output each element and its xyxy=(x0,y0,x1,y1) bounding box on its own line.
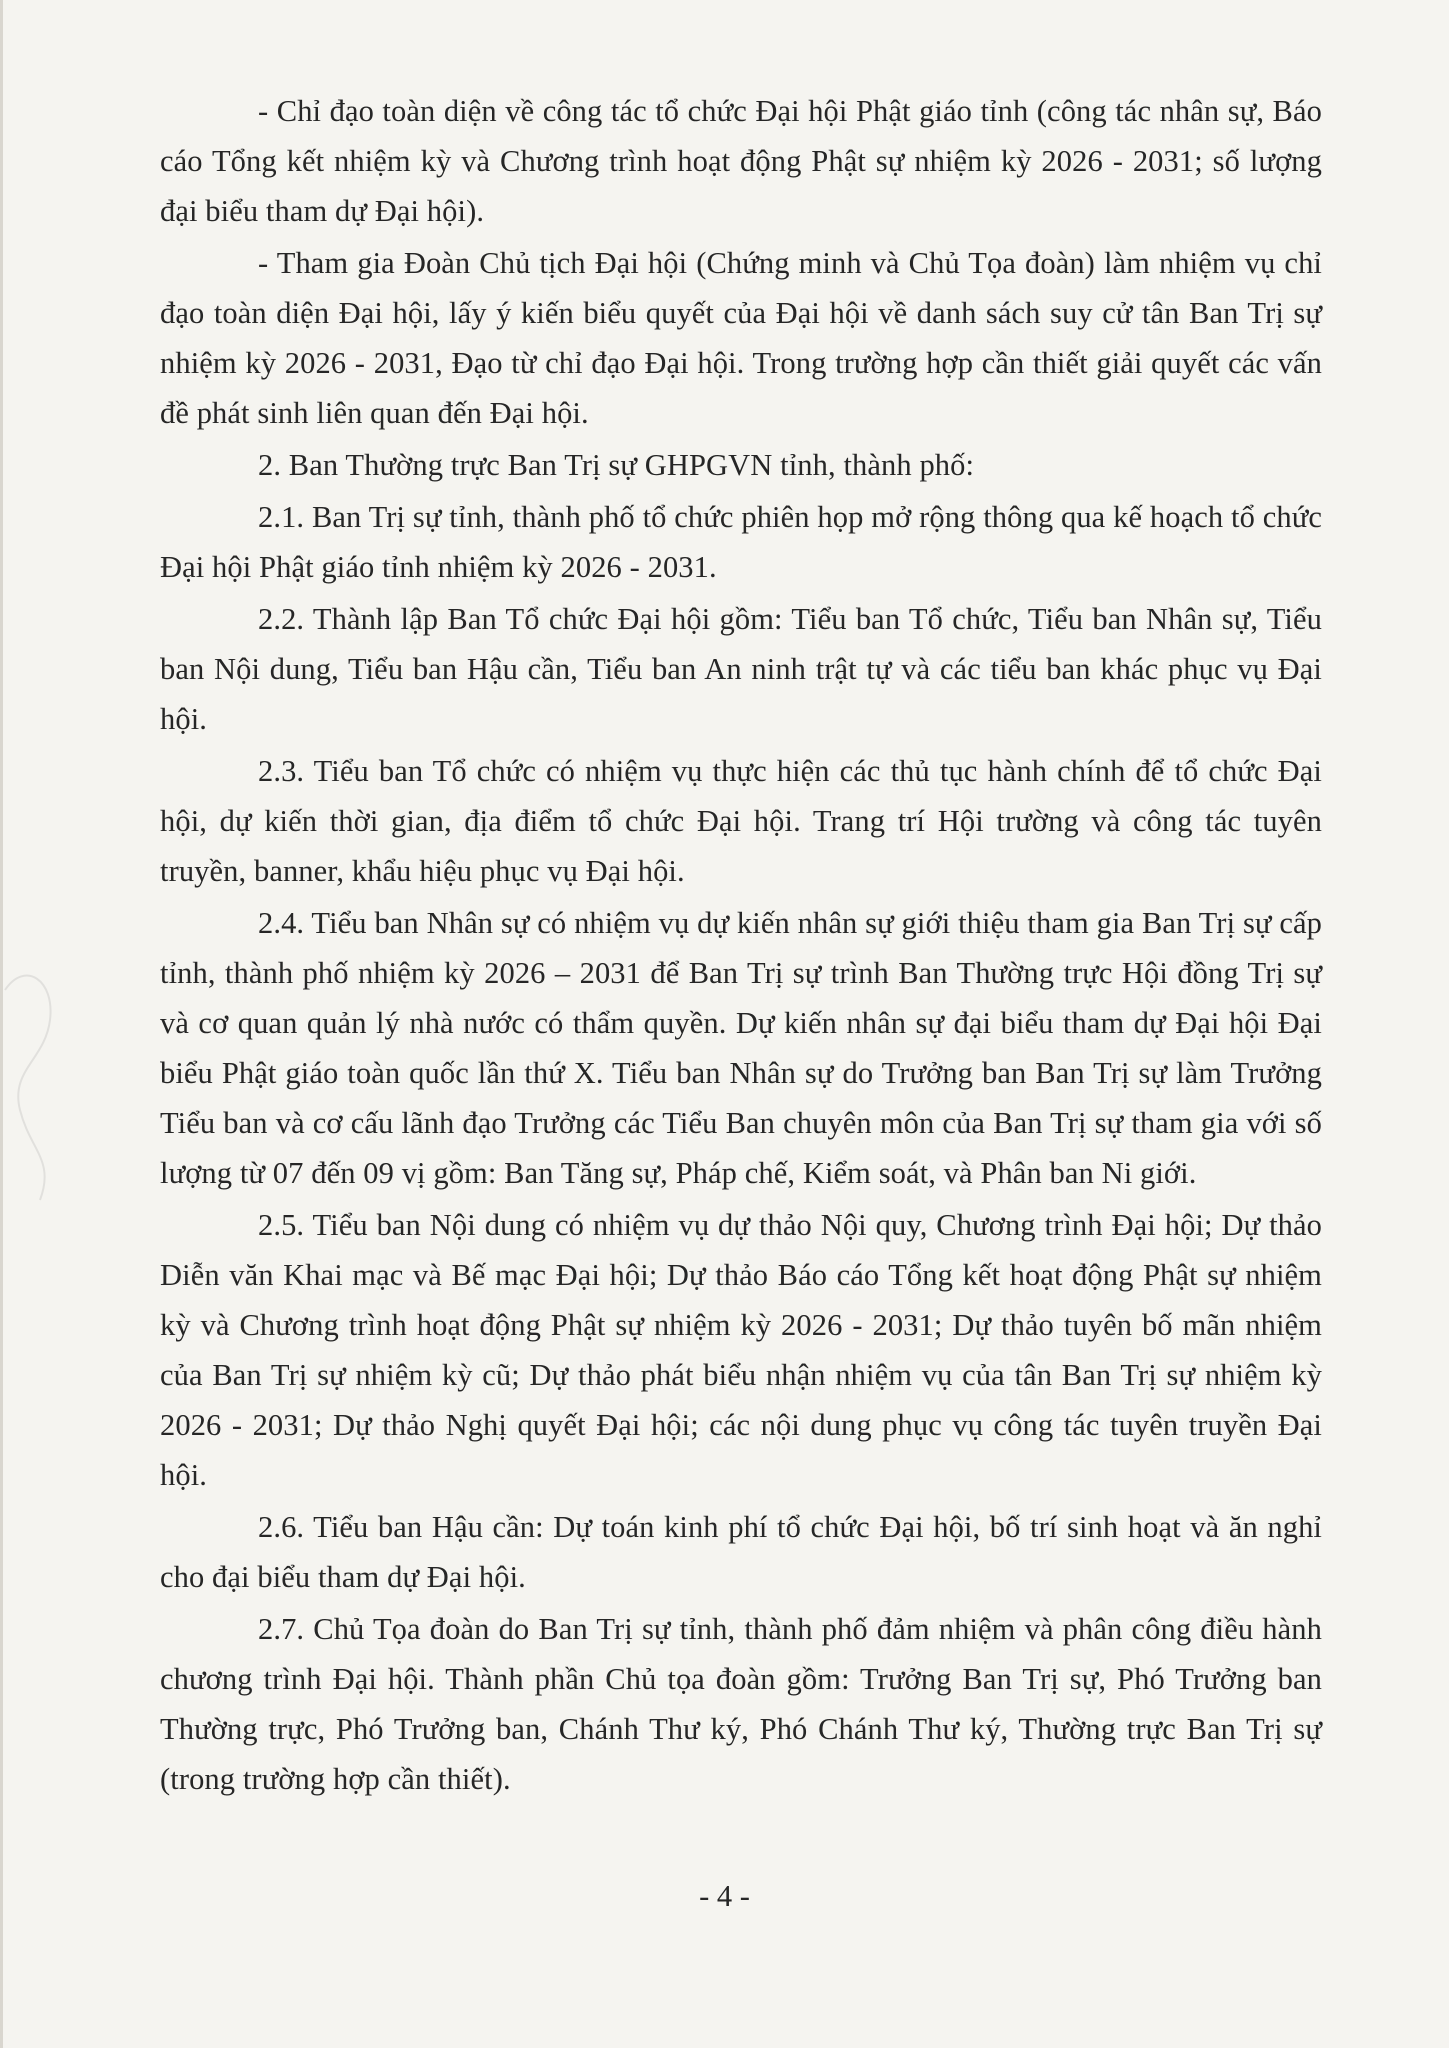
paragraph-2-1: 2.1. Ban Trị sự tỉnh, thành phố tổ chức phiên họp mở rộng thông qua kế hoạch tổ chức Đại hội Phật giáo tỉnh nhiệm kỳ 2026 - 2031. xyxy=(160,500,1322,584)
bleed-through-mark xyxy=(0,950,60,1210)
paragraph-2-5: 2.5. Tiểu ban Nội dung có nhiệm vụ dự thảo Nội quy, Chương trình Đại hội; Dự thảo Diễn văn Khai mạc và Bế mạc Đại hội; Dự thảo Báo cáo Tổng kết hoạt động Phật sự nhiệm kỳ và Chương trình hoạt động Phật sự nhiệm kỳ 2026 - 2031; Dự thảo tuyên bố mãn nhiệm của Ban Trị sự nhiệm kỳ cũ; Dự thảo phát biểu nhận nhiệm vụ của tân Ban Trị sự nhiệm kỳ 2026 - 2031; Dự thảo Nghị quyết Đại hội; các nội dung phục vụ công tác tuyên truyền Đại hội. xyxy=(160,1208,1322,1492)
paragraph-2-3: 2.3. Tiểu ban Tổ chức có nhiệm vụ thực hiện các thủ tục hành chính để tổ chức Đại hội, dự kiến thời gian, địa điểm tổ chức Đại hội. Trang trí Hội trường và công tác tuyên truyền, banner, khẩu hiệu phục vụ Đại hội. xyxy=(160,754,1322,888)
paragraph-2-2: 2.2. Thành lập Ban Tổ chức Đại hội gồm: Tiểu ban Tổ chức, Tiểu ban Nhân sự, Tiểu ban Nội dung, Tiểu ban Hậu cần, Tiểu ban An ninh trật tự và các tiểu ban khác phục vụ Đại hội. xyxy=(160,602,1322,736)
paragraph-2-7: 2.7. Chủ Tọa đoàn do Ban Trị sự tỉnh, thành phố đảm nhiệm và phân công điều hành chương trình Đại hội. Thành phần Chủ tọa đoàn gồm: Trưởng Ban Trị sự, Phó Trưởng ban Thường trực, Phó Trưởng ban, Chánh Thư ký, Phó Chánh Thư ký, Thường trực Ban Trị sự (trong trường hợp cần thiết). xyxy=(160,1612,1322,1796)
paragraph-2-4: 2.4. Tiểu ban Nhân sự có nhiệm vụ dự kiến nhân sự giới thiệu tham gia Ban Trị sự cấp tỉnh, thành phố nhiệm kỳ 2026 – 2031 để Ban Trị sự trình Ban Thường trực Hội đồng Trị sự và cơ quan quản lý nhà nước có thẩm quyền. Dự kiến nhân sự đại biểu tham dự Đại hội Đại biểu Phật giáo toàn quốc lần thứ X. Tiểu ban Nhân sự do Trưởng ban Ban Trị sự làm Trưởng Tiểu ban và cơ cấu lãnh đạo Trưởng các Tiểu Ban chuyên môn của Ban Trị sự tham gia với số lượng từ 07 đến 09 vị gồm: Ban Tăng sự, Pháp chế, Kiểm soát, và Phân ban Ni giới. xyxy=(160,906,1322,1190)
paragraph-presidium: - Tham gia Đoàn Chủ tịch Đại hội (Chứng minh và Chủ Tọa đoàn) làm nhiệm vụ chỉ đạo toàn diện Đại hội, lấy ý kiến biểu quyết của Đại hội về danh sách suy cử tân Ban Trị sự nhiệm kỳ 2026 - 2031, Đạo từ chỉ đạo Đại hội. Trong trường hợp cần thiết giải quyết các vấn đề phát sinh liên quan đến Đại hội. xyxy=(160,246,1322,430)
paragraph-directive: - Chỉ đạo toàn diện về công tác tổ chức Đại hội Phật giáo tỉnh (công tác nhân sự, Báo cáo Tổng kết nhiệm kỳ và Chương trình hoạt động Phật sự nhiệm kỳ 2026 - 2031; số lượng đại biểu tham dự Đại hội). xyxy=(160,94,1322,228)
paragraph-section-2: 2. Ban Thường trực Ban Trị sự GHPGVN tỉnh, thành phố: xyxy=(258,448,975,482)
page-number: - 4 - xyxy=(699,1879,750,1913)
paragraph-2-6: 2.6. Tiểu ban Hậu cần: Dự toán kinh phí tổ chức Đại hội, bố trí sinh hoạt và ăn nghỉ cho đại biểu tham dự Đại hội. xyxy=(160,1510,1322,1594)
document-body xyxy=(160,86,1322,1804)
